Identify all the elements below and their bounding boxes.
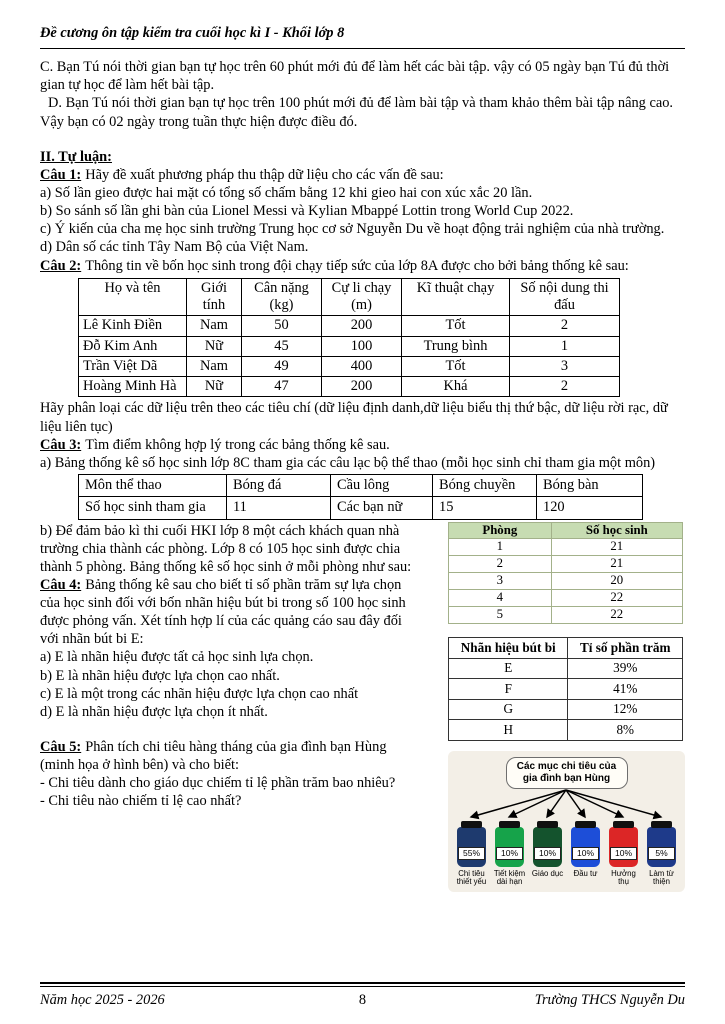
footer-school-year: Năm học 2025 - 2026 — [40, 991, 165, 1008]
jar-icon — [457, 827, 486, 867]
table-row — [79, 336, 620, 356]
pen-brands-table — [448, 637, 683, 741]
arrows-graphic — [450, 789, 683, 821]
table-cell: Phòng — [449, 522, 552, 539]
cau2-note: Hãy phân loại các dữ liệu trên theo các tiêu chí (dữ liệu định danh,dữ liệu biểu thị thứ bậc, dữ liệu rời rạc, dữ liệu liên tục) — [40, 400, 668, 435]
cau4-item-c: c) E là một trong các nhãn hiệu được lựa chọn cao nhất — [40, 685, 359, 702]
cau4-item-d: d) E là nhãn hiệu được lựa chọn ít nhất. — [40, 703, 268, 720]
table-cell: 15 — [433, 497, 537, 519]
jar-item — [453, 821, 490, 887]
table-cell: 1 — [510, 336, 620, 356]
footer-rule — [40, 982, 685, 987]
table-cell: Trần Việt Dã — [79, 356, 187, 376]
table-cell: 2 — [510, 377, 620, 397]
table-cell: 400 — [322, 356, 402, 376]
table-header-row — [449, 522, 683, 539]
table-cell: 50 — [242, 316, 322, 336]
table-cell: Nữ — [187, 336, 242, 356]
table-cell: Nhãn hiệu bút bi — [449, 638, 568, 659]
table-cell: 4 — [449, 590, 552, 607]
table-cell: E — [449, 658, 568, 679]
cau3-intro — [40, 436, 685, 454]
cau3-label: Câu 3: — [40, 436, 82, 453]
section-title: II. Tự luận: — [40, 148, 112, 165]
students-table — [78, 278, 620, 398]
jar-item — [491, 821, 528, 887]
table-cell: Cự li chạy (m) — [322, 278, 402, 316]
cau3-item-a: a) Bảng thống kê số học sinh lớp 8C tham gia các câu lạc bộ thể thao (mỗi học sinh chỉ tham gia một môn) — [40, 454, 656, 471]
jar-item — [567, 821, 604, 887]
table-cell: G — [449, 699, 568, 720]
table-cell: 200 — [322, 377, 402, 397]
jar-label: Chi tiêu thiết yếu — [456, 868, 487, 887]
cau1-text: Hãy đề xuất phương pháp thu thập dữ liệu cho các vấn đề sau: — [85, 166, 444, 183]
jar-item — [529, 821, 566, 887]
footer-row — [40, 991, 685, 1009]
table-cell: Khá — [402, 377, 510, 397]
table-cell: 5 — [449, 607, 552, 624]
table-cell: Trung bình — [402, 336, 510, 356]
table-cell: Hoàng Minh Hà — [79, 377, 187, 397]
jar-item — [643, 821, 680, 887]
table-cell: 200 — [322, 316, 402, 336]
right-column — [448, 522, 685, 892]
jar-percent: 55% — [458, 847, 485, 860]
cau5-q1: - Chi tiêu dành cho giáo dục chiếm tỉ lệ phần trăm bao nhiêu? — [40, 775, 396, 792]
table-cell: Bóng bàn — [537, 474, 643, 496]
table-cell: 22 — [551, 590, 682, 607]
table-cell: 120 — [537, 497, 643, 519]
table-row — [449, 590, 683, 607]
jar-percent: 10% — [572, 847, 599, 860]
cau5-text: Phân tích chi tiêu hàng tháng của gia đình bạn Hùng (minh họa ở hình bên) và cho biết: — [40, 739, 387, 774]
cau3-item-b: b) Để đảm bảo kì thi cuối HKI lớp 8 một cách khách quan nhà trường chia thành các phòng. Lớp 8 có 105 học sinh được chia thành 5 phòng. Bảng thống kê số học sinh ở mỗi phòng như sau: — [40, 522, 412, 575]
table-cell: Bóng chuyền — [433, 474, 537, 496]
table-cell: Số học sinh — [551, 522, 682, 539]
table-cell: Đỗ Kim Anh — [79, 336, 187, 356]
table-row — [449, 658, 683, 679]
table-cell: 12% — [568, 699, 683, 720]
cau2-text: Thông tin về bốn học sinh trong đội chạy tiếp sức của lớp 8A được cho bởi bảng thống kê sau: — [85, 257, 629, 274]
jar-percent: 10% — [496, 847, 523, 860]
option-c: C. Bạn Tú nói thời gian bạn tự học trên 60 phút mới đủ để làm hết các bài tập. vậy có 05 ngày bạn Tú đủ thời gian tự học để làm hết bài tập. — [40, 59, 670, 94]
table-cell: Giới tính — [187, 278, 242, 316]
table-cell: 3 — [510, 356, 620, 376]
spending-figure — [448, 751, 685, 892]
table-cell: Cầu lông — [331, 474, 433, 496]
table-cell: 21 — [551, 556, 682, 573]
jar-label: Làm từ thiện — [649, 868, 674, 887]
cau4-item-b: b) E là nhãn hiệu được lựa chọn cao nhất. — [40, 667, 280, 684]
figure-title: Các mục chi tiêu của gia đình bạn Hùng — [506, 757, 628, 789]
table-row — [449, 720, 683, 741]
table-cell: 39% — [568, 658, 683, 679]
table-cell: Các bạn nữ — [331, 497, 433, 519]
jar-item — [605, 821, 642, 887]
cau4-text: Bảng thống kê sau cho biết tỉ số phần trăm sự lựa chọn của học sinh đối với bốn nhãn hiệu bút bi trong số 100 học sinh được phỏng vấn. Xét tính hợp lí của các quảng cáo sau đây đối với nhãn bút bi E: — [40, 576, 406, 648]
table-cell: Nữ — [187, 377, 242, 397]
table-cell: Số học sinh tham gia — [79, 497, 227, 519]
table-row — [449, 607, 683, 624]
jar-icon — [647, 827, 676, 867]
footer-page-number: 8 — [358, 991, 367, 1008]
cau3-text: Tìm điểm không hợp lý trong các bảng thống kê sau. — [85, 436, 390, 453]
option-d: D. Bạn Tú nói thời gian bạn tự học trên 100 phút mới đủ để làm bài tập và tham khảo thêm bài tập nâng cao. Vậy bạn có 02 ngày trong tuần thực hiện được điều đó. — [40, 95, 674, 130]
table-row — [79, 377, 620, 397]
jar-label: Hưởng thụ — [611, 868, 636, 887]
cau2-label: Câu 2: — [40, 257, 82, 274]
header-rule — [40, 48, 685, 49]
table-cell: Tốt — [402, 316, 510, 336]
table-cell: 8% — [568, 720, 683, 741]
table-cell: 47 — [242, 377, 322, 397]
jar-icon — [495, 827, 524, 867]
jar-icon — [533, 827, 562, 867]
cau4-intro — [40, 576, 412, 649]
page-footer — [40, 982, 685, 1009]
table-cell: 21 — [551, 539, 682, 556]
table-row — [449, 556, 683, 573]
clubs-table — [78, 474, 643, 520]
table-cell: 41% — [568, 679, 683, 700]
table-cell: Tốt — [402, 356, 510, 376]
table-header-row — [449, 638, 683, 659]
table-cell: Kĩ thuật chạy — [402, 278, 510, 316]
table-row — [79, 316, 620, 336]
cau5-intro — [40, 738, 412, 774]
footer-school-name: Trường THCS Nguyễn Du — [534, 991, 685, 1008]
cau2-intro — [40, 257, 685, 275]
table-cell: Tỉ số phần trăm — [568, 638, 683, 659]
jar-label: Tiết kiệm dài hạn — [493, 868, 526, 887]
table-cell: 3 — [449, 573, 552, 590]
table-cell: 11 — [227, 497, 331, 519]
table-cell: 22 — [551, 607, 682, 624]
table-cell: Số nội dung thi đấu — [510, 278, 620, 316]
cau1-label: Câu 1: — [40, 166, 82, 183]
cau1-intro — [40, 166, 685, 184]
table-row — [449, 539, 683, 556]
table-cell: 49 — [242, 356, 322, 376]
table-cell: Nam — [187, 356, 242, 376]
jar-percent: 5% — [648, 847, 675, 860]
table-header-row — [79, 278, 620, 316]
table-cell: Nam — [187, 316, 242, 336]
cau1-item-a: a) Số lần gieo được hai mặt có tổng số chấm bằng 12 khi gieo hai con xúc xắc 20 lần. — [40, 184, 533, 201]
jar-percent: 10% — [610, 847, 637, 860]
table-cell: 45 — [242, 336, 322, 356]
table-row — [449, 699, 683, 720]
cau1-item-c: c) Ý kiến của cha mẹ học sinh trường Trung học cơ sở Nguyễn Du về hoạt động trải nghiệm của nhà trường. — [40, 221, 665, 238]
table-cell: H — [449, 720, 568, 741]
left-column — [40, 522, 412, 892]
table-row — [79, 474, 643, 496]
jars-row — [450, 821, 683, 887]
cau5-label: Câu 5: — [40, 739, 82, 756]
jar-icon — [571, 827, 600, 867]
table-cell: Họ và tên — [79, 278, 187, 316]
table-row — [79, 356, 620, 376]
cau1-item-b: b) So sánh số lần ghi bàn của Lionel Messi và Kylian Mbappé Lottin trong World Cup 2022. — [40, 203, 574, 220]
table-cell: 20 — [551, 573, 682, 590]
jar-label: Đầu tư — [573, 868, 598, 878]
jar-percent: 10% — [534, 847, 561, 860]
table-row — [79, 497, 643, 519]
rooms-table — [448, 522, 683, 625]
table-row — [449, 679, 683, 700]
page-header-title: Đề cương ôn tập kiểm tra cuối học kì I - Khối lớp 8 — [40, 25, 345, 41]
table-cell: F — [449, 679, 568, 700]
cau4-label: Câu 4: — [40, 576, 82, 593]
jar-label: Giáo dục — [531, 868, 564, 878]
table-cell: Lê Kinh Điền — [79, 316, 187, 336]
two-column-section — [40, 522, 685, 892]
table-cell: Cân nặng (kg) — [242, 278, 322, 316]
table-cell: 2 — [510, 316, 620, 336]
cau5-q2: - Chi tiêu nào chiếm tỉ lệ cao nhất? — [40, 793, 242, 810]
table-row — [449, 573, 683, 590]
table-cell: 2 — [449, 556, 552, 573]
table-cell: Bóng đá — [227, 474, 331, 496]
cau4-item-a: a) E là nhãn hiệu được tất cả học sinh lựa chọn. — [40, 649, 314, 666]
cau1-item-d: d) Dân số các tỉnh Tây Nam Bộ của Việt Nam. — [40, 239, 309, 256]
table-cell: 100 — [322, 336, 402, 356]
table-cell: 1 — [449, 539, 552, 556]
table-cell: Môn thể thao — [79, 474, 227, 496]
jar-icon — [609, 827, 638, 867]
